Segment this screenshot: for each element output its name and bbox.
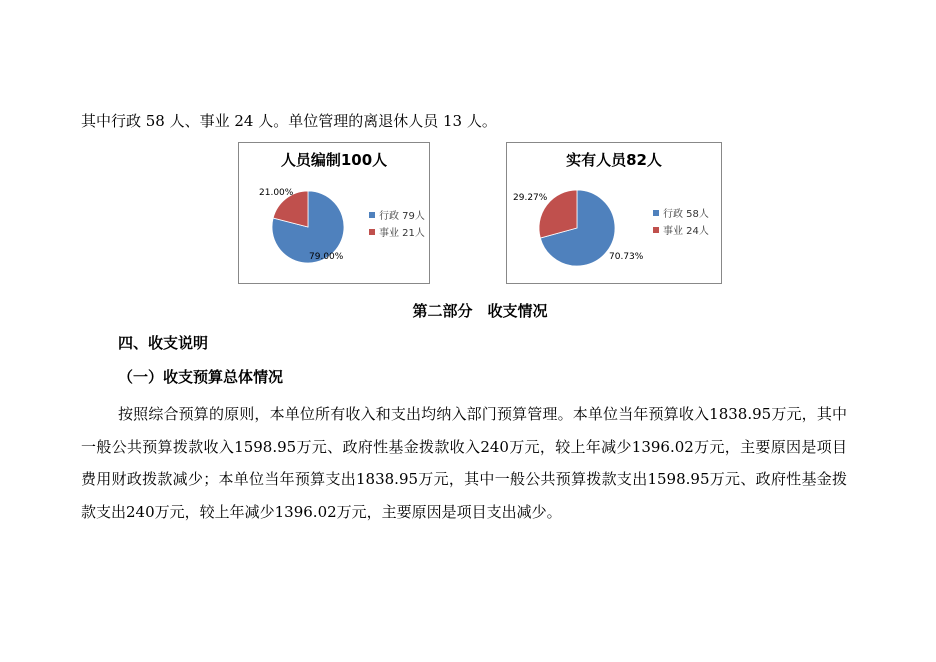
intro-line: 其中行政 58 人、事业 24 人。单位管理的离退休人员 13 人。	[81, 112, 497, 130]
legend-label: 行政 79人	[379, 211, 425, 222]
legend-swatch	[369, 212, 375, 218]
heading-4: 四、收支说明	[118, 334, 209, 352]
legend-swatch	[653, 227, 659, 233]
data-label: 21.00%	[259, 188, 294, 198]
chart-title: 人员编制100人	[280, 151, 388, 169]
legend-swatch	[653, 210, 659, 216]
legend-label: 事业 21人	[379, 228, 425, 239]
legend-label: 事业 24人	[663, 226, 709, 237]
section-title: 第二部分 收支情况	[412, 302, 548, 320]
data-label: 79.00%	[309, 252, 344, 262]
data-label: 29.27%	[513, 193, 548, 203]
data-label: 70.73%	[609, 252, 644, 262]
legend-swatch	[369, 229, 375, 235]
budget-paragraph: 按照综合预算的原则，本单位所有收入和支出均纳入部门预算管理。本单位当年预算收入1838.95万元，其中一般公共预算拨款收入1598.95万元、政府性基金拨款收入240万元，较上年减少1396.02万元，主要原因是项目费用财政拨款减少；本单位当年预算支出1838.95万元，其中一般公共预算拨款支出1598.95万元、政府性基金拨款支出240万元，较上年减少1396.02万元，主要原因是项目支出减少。	[81, 405, 847, 521]
chart-staff-quota	[238, 142, 430, 284]
chart-actual-staff	[506, 142, 722, 284]
subheading-1: （一）收支预算总体情况	[118, 368, 284, 386]
legend-label: 行政 58人	[663, 209, 709, 220]
chart-title: 实有人员82人	[566, 151, 662, 169]
